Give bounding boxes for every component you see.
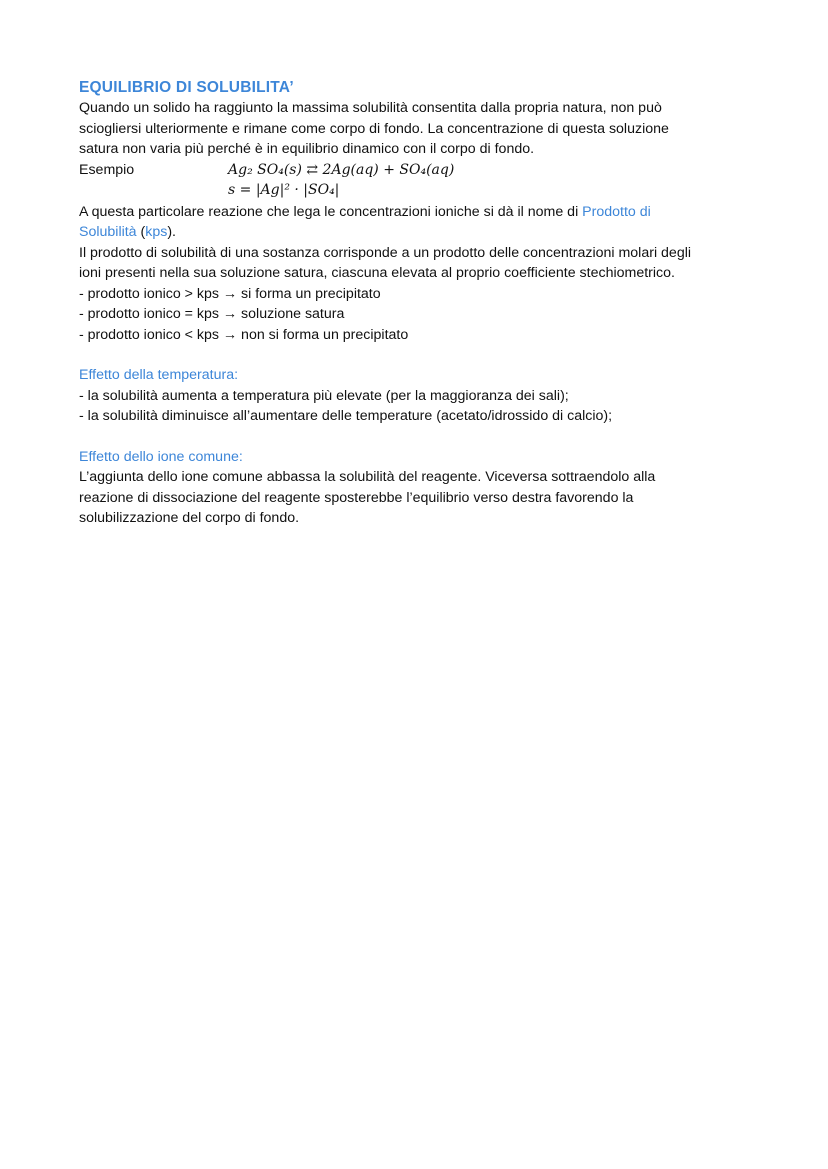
open-paren: ( <box>136 224 146 240</box>
dissociation-equation: Ag₂ SO₄(s) ⇄ 2Ag(aq) + SO₄(aq) <box>228 161 455 178</box>
spacer <box>79 427 759 447</box>
common-ion-line: solubilizzazione del corpo di fondo. <box>79 510 300 526</box>
example-label: Esempio <box>79 161 135 178</box>
condition-item: - prodotto ionico < kps → non si forma un precipitato <box>79 326 409 343</box>
example-block <box>79 160 759 202</box>
definition-term-cont: Solubilità <box>79 224 137 240</box>
solubility-expression: s = |Ag|² · |SO₄| <box>228 181 340 198</box>
temperature-item: - la solubilità diminuisce all’aumentare delle temperature (acetato/idrossido di calcio); <box>79 408 613 424</box>
temperature-item: - la solubilità aumenta a temperatura più elevate (per la maggioranza dei sali); <box>79 387 569 404</box>
kps-abbreviation: kps <box>145 224 168 240</box>
spacer <box>79 345 759 365</box>
condition-item: - prodotto ionico = kps → soluzione satura <box>79 306 345 322</box>
product-line: ioni presenti nella sua soluzione satura, ciascuna elevata al proprio coefficiente stechiometrico. <box>79 265 675 281</box>
formula-group <box>228 160 454 200</box>
intro-line: Quando un solido ha raggiunto la massima solubilità consentita dalla propria natura, non può <box>79 100 662 116</box>
intro-line: satura non varia più perché è in equilibrio dinamico con il corpo di fondo. <box>79 141 535 157</box>
condition-item: - prodotto ionico > kps → si forma un precipitato <box>79 285 381 302</box>
document-page <box>79 78 759 529</box>
page-title: EQUILIBRIO DI SOLUBILITA’ <box>79 79 294 96</box>
common-ion-heading: Effetto dello ione comune: <box>79 448 243 465</box>
common-ion-line: L’aggiunta dello ione comune abbassa la solubilità del reagente. Viceversa sottraendolo alla <box>79 469 656 485</box>
intro-line: sciogliersi ulteriormente e rimane come corpo di fondo. La concentrazione di questa soluzione <box>79 120 669 137</box>
close-paren: ). <box>167 224 176 240</box>
definition-term: Prodotto di <box>582 203 651 220</box>
product-line: Il prodotto di solubilità di una sostanza corrisponde a un prodotto delle concentrazioni molari degli <box>79 244 692 261</box>
definition-paragraph <box>79 202 759 243</box>
definition-prefix: A questa particolare reazione che lega le concentrazioni ioniche si dà il nome di <box>79 203 583 220</box>
common-ion-line: reazione di dissociazione del reagente sposterebbe l’equilibrio verso destra favorendo la <box>79 489 634 506</box>
temperature-heading: Effetto della temperatura: <box>79 367 239 383</box>
